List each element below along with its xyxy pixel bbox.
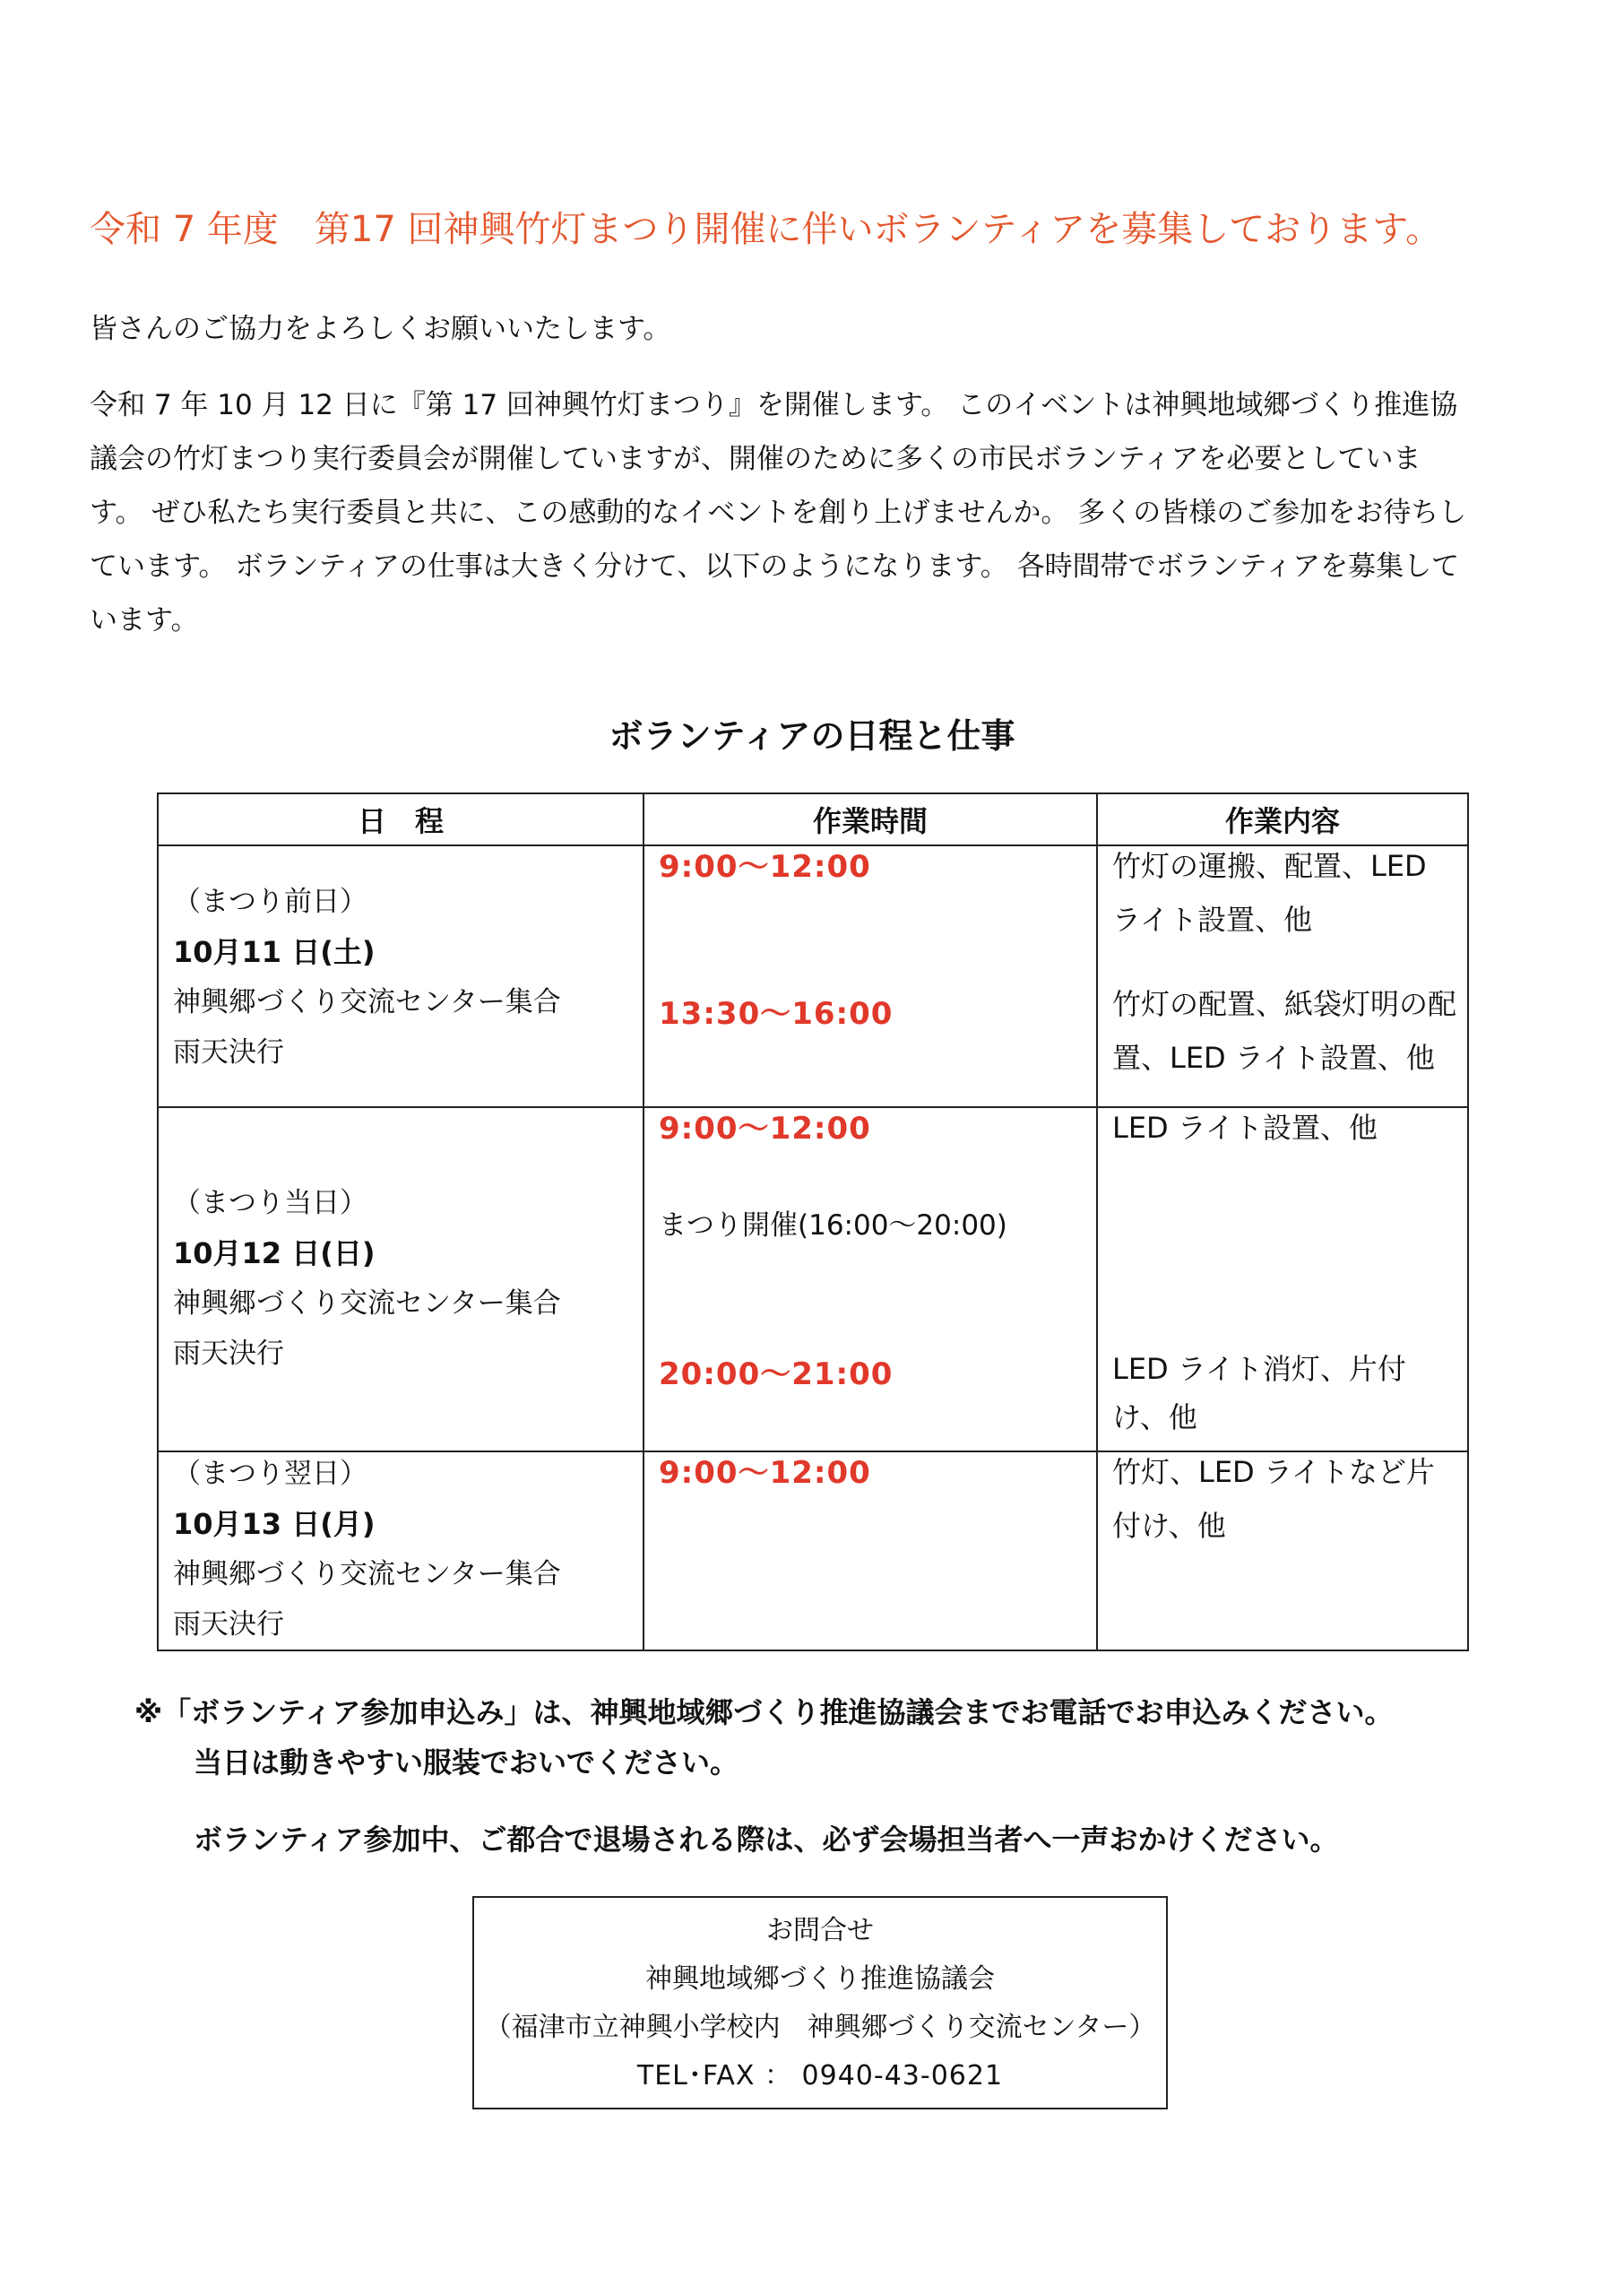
time-slot: 13:30～16:00 bbox=[659, 996, 894, 1032]
time-slot: 9:00～12:00 bbox=[659, 1111, 871, 1147]
task-cell bbox=[1097, 845, 1468, 1107]
task-text: LED ライト消灯、片付け、他 bbox=[1112, 1352, 1406, 1434]
intro-paragraph: 令和 7 年 10 月 12 日に『第 17 回神興竹灯まつり』を開催します。 このイベントは神興地域郷づくり推進協 議会の竹灯まつり実行委員会が開催していますが、開催のために多くの市民ボランティアを必要としていま す。 ぜひ私たち実行委員と共に、この感動的なイベントを創り上げませんか。 多くの皆様のご参加をお待ちし ています。 ボランティアの仕事は大きく分けて、以下のようになります。 各時間帯でボランティアを募集して います。 bbox=[90, 389, 1467, 637]
schedule-table bbox=[157, 792, 1469, 1651]
meeting-place: 神興郷づくり交流センター集合 bbox=[173, 1287, 561, 1320]
header-work-time: 作業時間 bbox=[644, 793, 1097, 845]
schedule-cell bbox=[158, 1107, 644, 1451]
greeting-text: 皆さんのご協力をよろしくお願いいたします。 bbox=[90, 313, 671, 345]
table-header-row bbox=[158, 793, 1468, 845]
time-slot: 9:00～12:00 bbox=[659, 849, 871, 885]
time-cell bbox=[644, 1451, 1097, 1650]
day-label: （まつり前日） bbox=[173, 886, 367, 918]
contact-organization: 神興地域郷づくり推進協議会 bbox=[645, 1963, 995, 1995]
contact-box bbox=[472, 1896, 1168, 2109]
table-row bbox=[158, 1107, 1468, 1451]
date-label: 10月13 日(月) bbox=[173, 1507, 376, 1541]
time-cell bbox=[644, 1107, 1097, 1451]
task-cell bbox=[1097, 1107, 1468, 1451]
contact-phone: TEL･FAX ： 0940-43-0621 bbox=[636, 2060, 1004, 2091]
time-slot: 20:00～21:00 bbox=[659, 1356, 894, 1392]
date-label: 10月12 日(日) bbox=[173, 1236, 376, 1270]
rain-note: 雨天決行 bbox=[173, 1036, 284, 1069]
task-text: 竹灯の配置、紙袋灯明の配置、LED ライト設置、他 bbox=[1112, 987, 1457, 1075]
date-label: 10月11 日(土) bbox=[173, 935, 376, 969]
schedule-cell bbox=[158, 1451, 644, 1650]
table-row bbox=[158, 845, 1468, 1107]
rain-note: 雨天決行 bbox=[173, 1608, 284, 1641]
schedule-cell bbox=[158, 845, 644, 1107]
note-leaving: ボランティア参加中、ご都合で退場される際は、必ず会場担当者へ一声おかけください。 bbox=[194, 1823, 1339, 1857]
note-application: ※「ボランティア参加申込み」は、神興地域郷づくり推進協議会までお電話でお申込みください。 bbox=[134, 1695, 1394, 1729]
task-cell bbox=[1097, 1451, 1468, 1650]
section-title: ボランティアの日程と仕事 bbox=[609, 716, 1015, 756]
day-label: （まつり翌日） bbox=[173, 1458, 367, 1490]
day-label: （まつり当日） bbox=[173, 1187, 367, 1219]
rain-note: 雨天決行 bbox=[173, 1338, 284, 1370]
task-text: LED ライト設置、他 bbox=[1112, 1111, 1378, 1145]
time-slot: 9:00～12:00 bbox=[659, 1455, 871, 1491]
notes-block bbox=[134, 1687, 1586, 1865]
header-schedule: 日 程 bbox=[158, 793, 644, 845]
note-clothing: 当日は動きやすい服装でおいでください。 bbox=[194, 1745, 739, 1780]
contact-title: お問合せ bbox=[766, 1915, 874, 1946]
table-row bbox=[158, 1451, 1468, 1650]
meeting-place: 神興郷づくり交流センター集合 bbox=[173, 986, 561, 1018]
header-work-content: 作業内容 bbox=[1097, 793, 1468, 845]
meeting-place: 神興郷づくり交流センター集合 bbox=[173, 1558, 561, 1590]
contact-location: （福津市立神興小学校内 神興郷づくり交流センター） bbox=[484, 2012, 1156, 2043]
time-cell bbox=[644, 845, 1097, 1107]
festival-hours: まつり開催(16:00～20:00) bbox=[659, 1209, 1007, 1242]
task-text: 竹灯、LED ライトなど片付け、他 bbox=[1112, 1455, 1435, 1543]
headline: 令和 7 年度 第17 回神興竹灯まつり開催に伴いボランティアを募集しております。 bbox=[90, 209, 1442, 250]
task-text: 竹灯の運搬、配置、LED ライト設置、他 bbox=[1112, 849, 1427, 937]
